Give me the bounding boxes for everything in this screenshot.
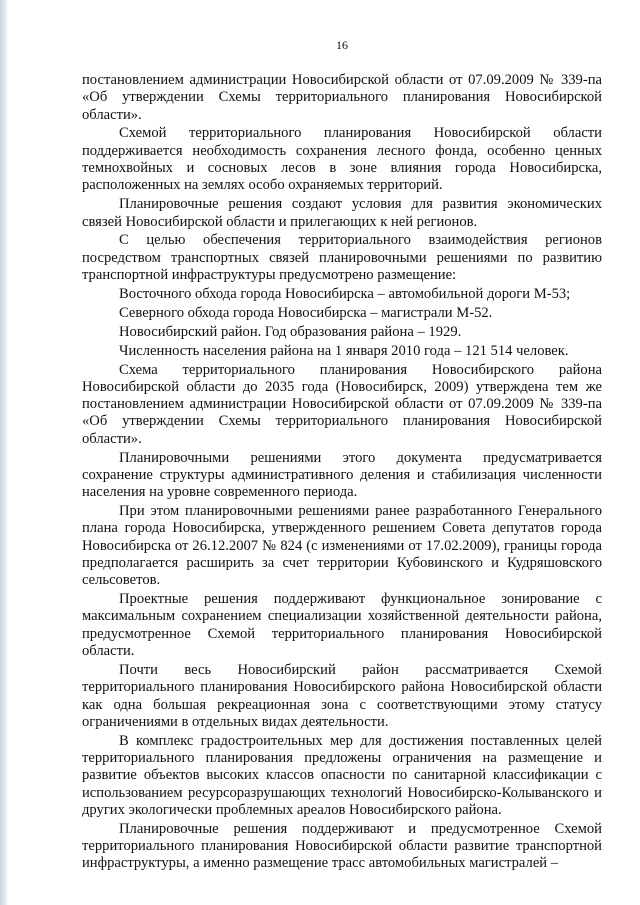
document-page: [82, 38, 602, 873]
paragraph: постановлением администрации Новосибирской области от 07.09.2009 № 339-па «Об утверждении Схемы территориального планирования Новосибирской области».: [82, 72, 602, 123]
page-number: 16: [336, 38, 348, 52]
paragraph: Схема территориального планирования Новосибирского района Новосибирской области до 2035 года (Новосибирск, 2009) утверждена тем же постановлением администрации Новосибирской области от 07.09.2009 № 339-па «Об утверждении Схемы территориального планирования Новосибирской области».: [82, 361, 602, 447]
paragraph: Численность населения района на 1 января 2010 года – 121 514 человек.: [119, 342, 569, 359]
document-body: [82, 72, 602, 873]
paragraph: Планировочные решения создают условия для развития экономических связей Новосибирской области и прилегающих к ней регионов.: [82, 196, 602, 230]
paragraph: Почти весь Новосибирский район рассматривается Схемой территориального планирования Новосибирского района Новосибирской области как одна большая рекреационная зона с соответствующими этому статусу ограничениями в отдельных видах деятельности.: [82, 661, 602, 730]
paragraph: Схемой территориального планирования Новосибирской области поддерживается необходимость сохранения лесного фонда, особенно ценных темнохвойных и сосновых лесов в зоне влияния города Новосибирска, расположенных на землях особо охраняемых территорий.: [82, 125, 602, 194]
paragraph: Планировочные решения поддерживают и предусмотренное Схемой территориального планирования Новосибирской области развитие транспортной инфраструктуры, а именно размещение трасс автомобильных магистралей –: [82, 820, 602, 872]
list-item: Северного обхода города Новосибирска – магистрали М-52.: [119, 304, 493, 321]
paragraph: С целью обеспечения территориального взаимодействия регионов посредством транспортных связей планировочными решениями по развитию транспортной инфраструктуры предусмотрено размещение:: [82, 232, 602, 284]
list-item: Восточного обхода города Новосибирска – автомобильной дороги М-53;: [119, 285, 571, 302]
paragraph: При этом планировочными решениями ранее разработанного Генерального плана города Новосибирска, утвержденного решением Совета депутатов города Новосибирска от 26.12.2007 № 824 (с изменениями от 17.02.2009), границы города предполагается расширить за счет территории Кубовинского и Кудряшовского сельсоветов.: [82, 503, 602, 589]
paragraph: Планировочными решениями этого документа предусматривается сохранение структуры административного деления и стабилизация численности населения на уровне современного периода.: [82, 449, 602, 501]
paragraph: В комплекс градостроительных мер для достижения поставленных целей территориального планирования предложены ограничения на размещение и развитие объектов высоких классов опасности по санитарной классификации с использованием ресурсоразрушающих технологий Новосибирско-Колыванского и других экологически проблемных ареалов Новосибирского района.: [82, 732, 602, 818]
paragraph: Новосибирский район. Год образования района – 1929.: [119, 323, 462, 340]
paragraph: Проектные решения поддерживают функциональное зонирование с максимальным сохранением специализации хозяйственной деятельности района, предусмотренное Схемой территориального планирования Новосибирской области.: [82, 591, 602, 660]
scan-edge: [0, 0, 7, 905]
